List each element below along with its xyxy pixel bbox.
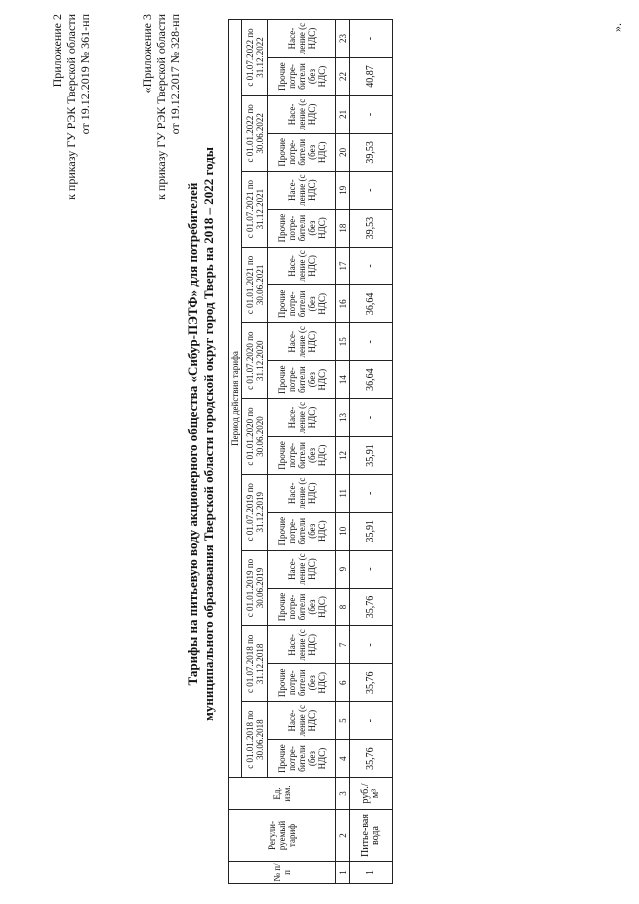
period-cell: с 01.07.2020 по 31.12.2020	[242, 323, 268, 399]
tariff-value-cell: -	[350, 247, 393, 285]
appendix-3-header	[140, 14, 182, 264]
column-number: 5	[336, 702, 350, 740]
column-number: 14	[336, 361, 350, 399]
column-number: 13	[336, 399, 350, 437]
period-cell: с 01.01.2019 по 30.06.2019	[242, 550, 268, 626]
column-number: 6	[336, 664, 350, 702]
tariff-value-cell: 39,53	[350, 209, 393, 247]
tariff-value-cell: -	[350, 399, 393, 437]
column-number: 17	[336, 247, 350, 285]
periods-row	[242, 20, 268, 884]
column-number: 18	[336, 209, 350, 247]
column-number: 1	[336, 862, 350, 884]
tariff-value-cell: 36,64	[350, 361, 393, 399]
row-unit: руб./м³	[350, 778, 393, 810]
column-number: 15	[336, 323, 350, 361]
title-line1: Тарифы на питьевую воду акционерного общества «Сибур-ПЭТФ» для потребителей	[185, 182, 200, 686]
appendix-3-line3: от 19.12.2017 № 328-нп	[168, 14, 182, 135]
subheader-other-consumers: Прочие потре-бители (без НДС)	[268, 133, 336, 171]
tariff-value-cell: -	[350, 626, 393, 664]
header-period: Период действия тарифа	[229, 20, 242, 778]
tariff-value-cell: 36,64	[350, 285, 393, 323]
appendix-2-line2: к приказу ГУ РЭК Тверской области	[64, 14, 78, 200]
column-number: 4	[336, 740, 350, 778]
document-title	[185, 84, 217, 784]
table-row	[350, 20, 393, 884]
subheader-other-consumers: Прочие потре-бители (без НДС)	[268, 361, 336, 399]
period-cell: с 01.01.2021 по 30.06.2021	[242, 247, 268, 323]
closing-quote: ».	[610, 23, 624, 32]
tariff-table	[228, 19, 393, 884]
tariff-value-cell: 35,91	[350, 512, 393, 550]
tariff-value-cell: -	[350, 550, 393, 588]
column-number: 2	[336, 810, 350, 862]
tariff-value-cell: -	[350, 323, 393, 361]
tariff-value-cell: -	[350, 171, 393, 209]
period-cell: с 01.07.2019 по 31.12.2019	[242, 474, 268, 550]
subheader-other-consumers: Прочие потре-бители (без НДС)	[268, 512, 336, 550]
subheader-population: Насе-ление (с НДС)	[268, 171, 336, 209]
header-unit: Ед. изм.	[229, 778, 336, 810]
subheader-population: Насе-ление (с НДС)	[268, 399, 336, 437]
column-number: 10	[336, 512, 350, 550]
subheader-population: Насе-ление (с НДС)	[268, 626, 336, 664]
tariff-value-cell: 35,76	[350, 588, 393, 626]
subheader-population: Насе-ление (с НДС)	[268, 323, 336, 361]
tariff-value-cell: -	[350, 95, 393, 133]
tariff-value-cell: 35,76	[350, 740, 393, 778]
subheader-population: Насе-ление (с НДС)	[268, 95, 336, 133]
subheader-other-consumers: Прочие потре-бители (без НДС)	[268, 58, 336, 96]
column-number: 22	[336, 58, 350, 96]
column-number: 8	[336, 588, 350, 626]
tariff-value-cell: -	[350, 702, 393, 740]
header-number: № п/п	[229, 862, 336, 884]
column-number: 23	[336, 20, 350, 58]
column-number: 11	[336, 474, 350, 512]
column-number: 19	[336, 171, 350, 209]
header-tariff-name: Регули-руемый тариф	[229, 810, 336, 862]
subheader-other-consumers: Прочие потре-бители (без НДС)	[268, 664, 336, 702]
subheader-other-consumers: Прочие потре-бители (без НДС)	[268, 436, 336, 474]
appendix-2-header	[50, 14, 92, 204]
period-cell: с 01.01.2022 по 30.06.2022	[242, 95, 268, 171]
row-tariff-name: Питье-вая вода	[350, 810, 393, 862]
column-number: 20	[336, 133, 350, 171]
row-number: 1	[350, 862, 393, 884]
appendix-2-line1: Приложение 2	[50, 14, 64, 88]
subheader-population: Насе-ление (с НДС)	[268, 247, 336, 285]
column-numbers-row	[336, 20, 350, 884]
period-cell: с 01.07.2021 по 31.12.2021	[242, 171, 268, 247]
period-cell: с 01.01.2020 по 30.06.2020	[242, 399, 268, 475]
period-cell: с 01.07.2018 по 31.12.2018	[242, 626, 268, 702]
period-cell: с 01.01.2018 по 30.06.2018	[242, 702, 268, 778]
tariff-value-cell: -	[350, 20, 393, 58]
column-number: 3	[336, 778, 350, 810]
subheader-other-consumers: Прочие потре-бители (без НДС)	[268, 740, 336, 778]
subheaders-row	[268, 20, 336, 884]
appendix-3-line2: к приказу ГУ РЭК Тверской области	[154, 14, 168, 200]
column-number: 16	[336, 285, 350, 323]
period-cell: с 01.07.2022 по 31.12.2022	[242, 20, 268, 96]
tariff-value-cell: 35,91	[350, 436, 393, 474]
subheader-population: Насе-ление (с НДС)	[268, 550, 336, 588]
tariff-value-cell: 40,87	[350, 58, 393, 96]
tariff-value-cell: -	[350, 474, 393, 512]
tariff-value-cell: 35,76	[350, 664, 393, 702]
subheader-population: Насе-ление (с НДС)	[268, 474, 336, 512]
tariff-value-cell: 39,53	[350, 133, 393, 171]
subheader-other-consumers: Прочие потре-бители (без НДС)	[268, 285, 336, 323]
appendix-3-line1: «Приложение 3	[140, 14, 154, 94]
column-number: 12	[336, 436, 350, 474]
column-number: 7	[336, 626, 350, 664]
subheader-population: Насе-ление (с НДС)	[268, 702, 336, 740]
subheader-other-consumers: Прочие потре-бители (без НДС)	[268, 209, 336, 247]
column-number: 21	[336, 95, 350, 133]
column-number: 9	[336, 550, 350, 588]
subheader-population: Насе-ление (с НДС)	[268, 20, 336, 58]
appendix-2-line3: от 19.12.2019 № 361-нп	[78, 14, 92, 135]
subheader-other-consumers: Прочие потре-бители (без НДС)	[268, 588, 336, 626]
title-line2: муниципального образования Тверской области городской округ город Тверь на 2018 – 2022 годы	[201, 147, 216, 721]
